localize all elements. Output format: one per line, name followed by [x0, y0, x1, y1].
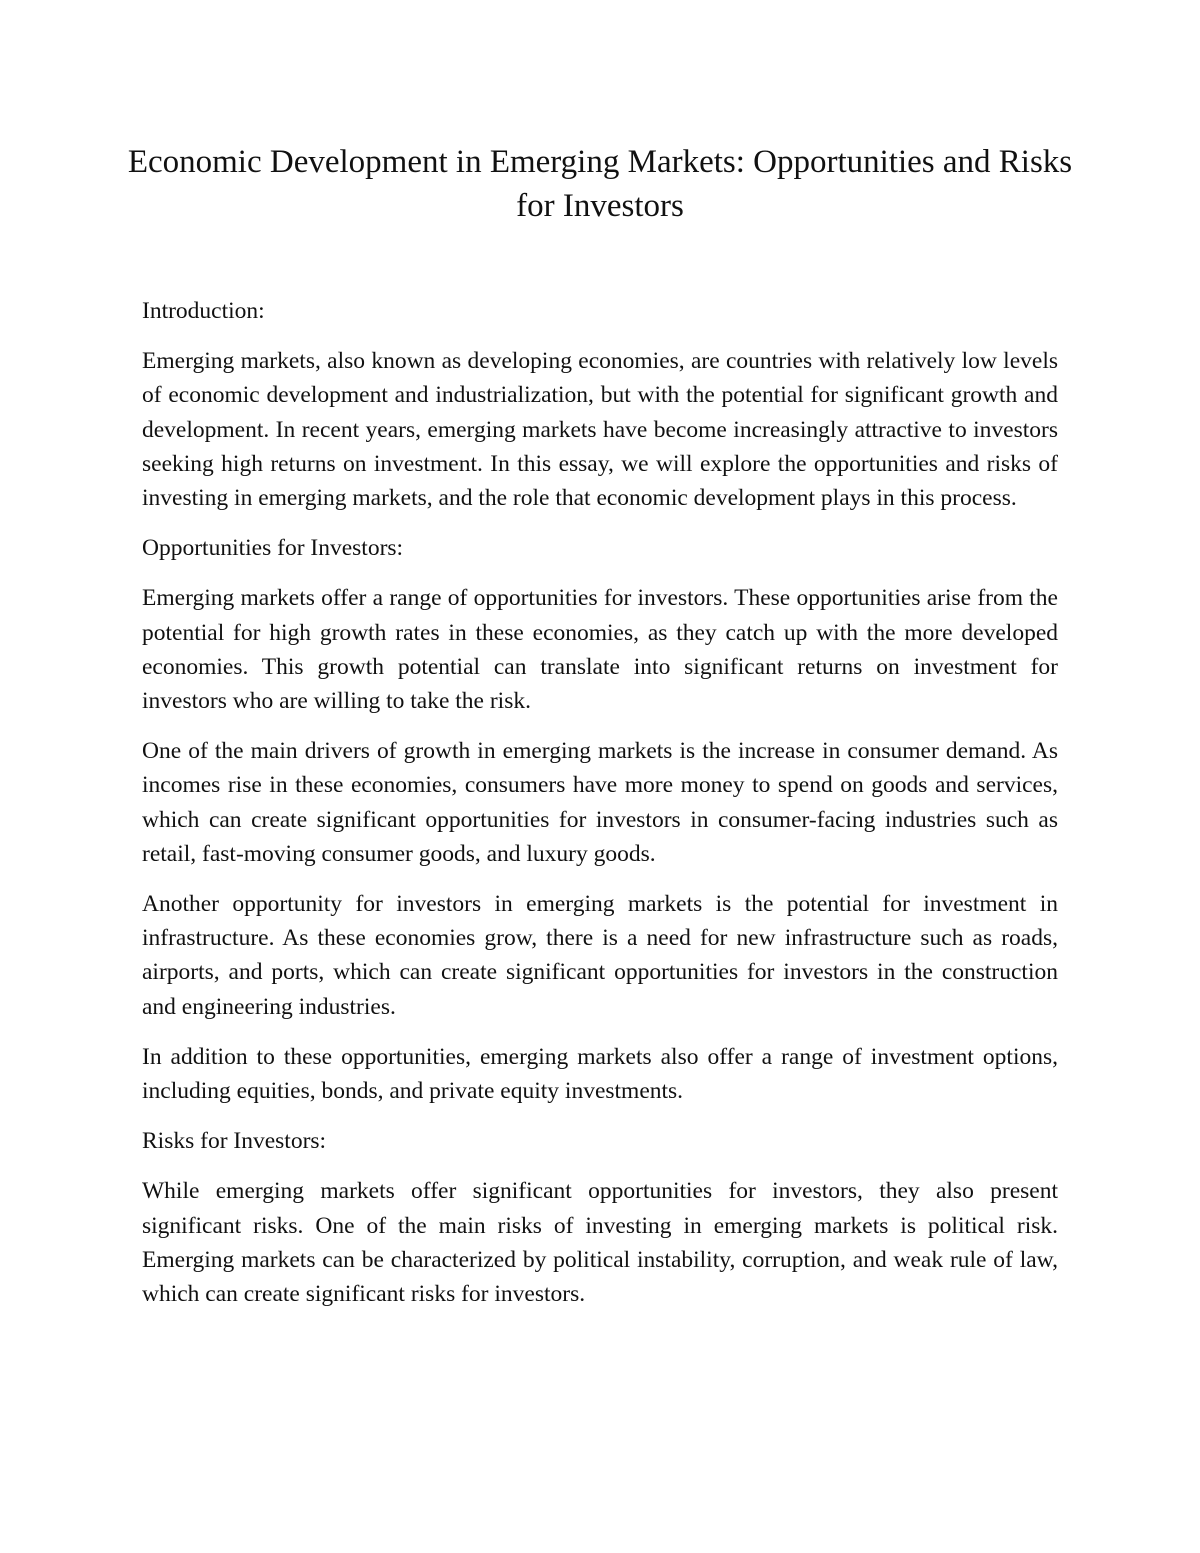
paragraph: Another opportunity for investors in emerging markets is the potential for investment in infrastructure. As these economies grow, there is a need for new infrastructure such as roads, airports, and ports, which can create significant opportunities for investors in the construction and engineering industries.: [142, 891, 1058, 1020]
paragraph: Emerging markets offer a range of opportunities for investors. These opportunities arise from the potential for high growth rates in these economies, as they catch up with the more developed economies. This growth potential can translate into significant returns on investment for investors who are willing to take the risk.: [142, 585, 1058, 715]
section-heading: Introduction:: [142, 298, 265, 324]
section-heading: Opportunities for Investors:: [142, 535, 404, 562]
section-heading: Risks for Investors:: [142, 1128, 327, 1155]
section-risks: [142, 1124, 1058, 1311]
paragraph: In addition to these opportunities, emerging markets also offer a range of investment options, including equities, bonds, and private equity investments.: [142, 1043, 1058, 1105]
paragraph: While emerging markets offer significant opportunities for investors, they also present significant risks. One of the main risks of investing in emerging markets is political risk. Emerging markets can be characterized by political instability, corruption, and weak rule of law, which can create significant risks for investors.: [142, 1178, 1058, 1308]
paragraph: One of the main drivers of growth in emerging markets is the increase in consumer demand. As incomes rise in these economies, consumers have more money to spend on goods and services, which can create significant opportunities for investors in consumer-facing industries such as retail, fast-moving consumer goods, and luxury goods.: [142, 738, 1058, 867]
document-body: [142, 294, 1058, 1327]
section-opportunities: [142, 531, 1058, 1108]
paragraph: Emerging markets, also known as developing economies, are countries with relatively low levels of economic development and industrialization, but with the potential for significant growth and development. In recent years, emerging markets have become increasingly attractive to investors seeking high returns on investment. In this essay, we will explore the opportunities and risks of investing in emerging markets, and the role that economic development plays in this process.: [142, 348, 1058, 512]
document-title: Economic Development in Emerging Markets: Opportunities and Risks for Investors: [127, 144, 1073, 224]
section-introduction: [142, 294, 1058, 515]
